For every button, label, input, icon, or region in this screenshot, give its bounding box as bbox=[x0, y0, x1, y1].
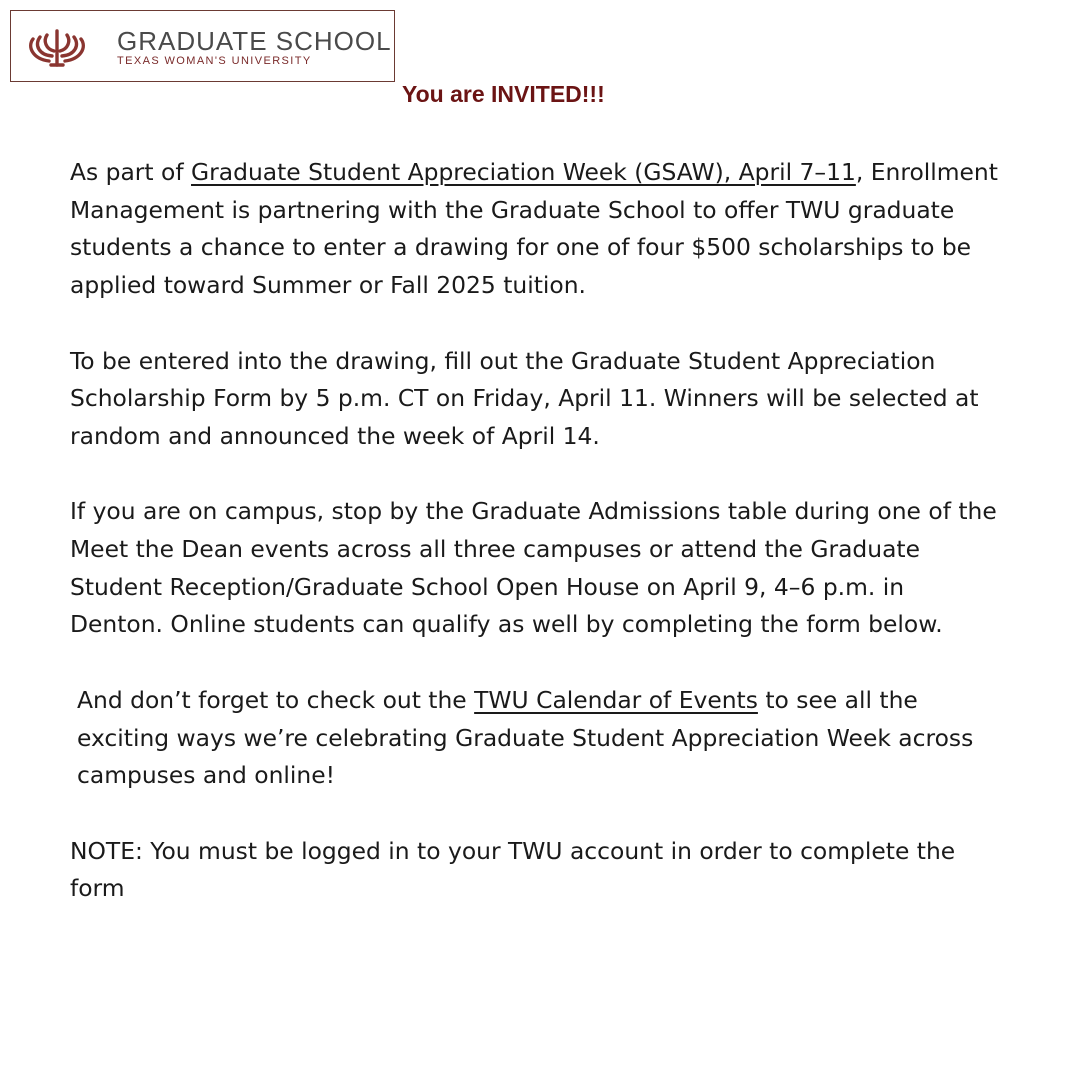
paragraph-note: NOTE: You must be logged in to your TWU account in order to complete the form bbox=[70, 836, 956, 903]
paragraph-text: to see all the exciting ways we’re celebrating Graduate Student Appreciation Week across campuses and online! bbox=[77, 685, 974, 790]
paragraph-text: And don’t forget to check out the bbox=[77, 685, 475, 714]
logo-title: GRADUATE SCHOOL bbox=[117, 26, 392, 56]
paragraph-campus: If you are on campus, stop by the Graduate Admissions table during one of the Meet the Dean events across all three campuses or attend the Graduate Student Reception/Graduate School Open House on April 9, 4–6 p.m. in Denton. Online students can qualify as well by completing the form below. bbox=[70, 497, 997, 639]
paragraph-text: As part of bbox=[70, 158, 192, 186]
twu-logo-icon bbox=[25, 25, 89, 69]
announcement-body bbox=[70, 154, 1000, 946]
calendar-of-events-link[interactable]: TWU Calendar of Events bbox=[474, 685, 758, 714]
paragraph-drawing: To be entered into the drawing, fill out the Graduate Student Appreciation Scholarship Form by 5 p.m. CT on Friday, April 11. Winners will be selected at random and announced the week of April 14. bbox=[70, 346, 979, 450]
paragraph-gsaw bbox=[70, 154, 1000, 305]
graduate-school-logo bbox=[10, 10, 395, 82]
logo-subtitle: TEXAS WOMAN'S UNIVERSITY bbox=[117, 55, 312, 67]
gsaw-link[interactable]: Graduate Student Appreciation Week (GSAW), April 7–11 bbox=[191, 158, 856, 186]
paragraph-calendar bbox=[70, 682, 1000, 795]
invite-heading: You are INVITED!!! bbox=[402, 81, 605, 107]
paragraph-text: , Enrollment Management is partnering with the Graduate School to offer TWU graduate students a chance to enter a drawing for one of four $500 scholarships to be applied toward Summer or Fall 2025 tuition. bbox=[70, 158, 998, 300]
